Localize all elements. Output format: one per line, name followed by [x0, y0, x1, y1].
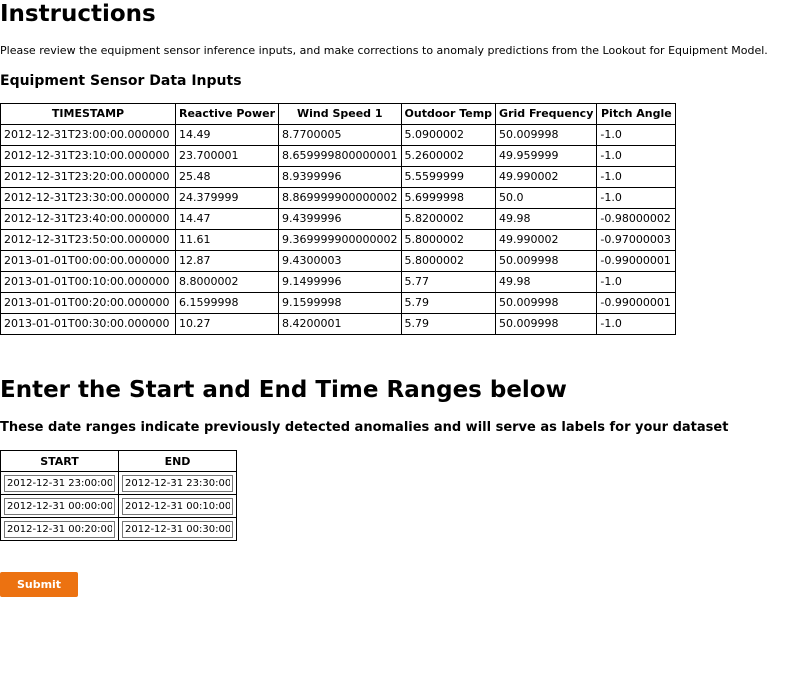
- table-cell: 2012-12-31T23:40:00.000000: [1, 209, 176, 230]
- table-cell: 50.009998: [496, 251, 597, 272]
- table-cell: 2012-12-31T23:20:00.000000: [1, 167, 176, 188]
- table-cell: 25.48: [176, 167, 279, 188]
- table-cell: 50.009998: [496, 314, 597, 335]
- end-time-input[interactable]: [122, 475, 233, 492]
- table-cell: 23.700001: [176, 146, 279, 167]
- table-cell: 14.49: [176, 125, 279, 146]
- table-cell: 5.8000002: [401, 230, 496, 251]
- table-cell: 5.77: [401, 272, 496, 293]
- sensor-table-header-row: [1, 104, 676, 125]
- start-time-input[interactable]: [4, 521, 115, 538]
- table-cell: 9.1499996: [279, 272, 401, 293]
- start-time-input[interactable]: [4, 498, 115, 515]
- table-cell: -0.97000003: [597, 230, 676, 251]
- sensor-data-heading: Equipment Sensor Data Inputs: [0, 73, 242, 89]
- column-header-pitch-angle: Pitch Angle: [597, 104, 676, 125]
- start-time-input[interactable]: [4, 475, 115, 492]
- table-cell: -0.99000001: [597, 293, 676, 314]
- column-header-reactive-power: Reactive Power: [176, 104, 279, 125]
- table-cell: 2013-01-01T00:10:00.000000: [1, 272, 176, 293]
- table-cell: 5.79: [401, 314, 496, 335]
- end-cell: [119, 472, 237, 495]
- end-time-input[interactable]: [122, 498, 233, 515]
- table-cell: 49.98: [496, 209, 597, 230]
- start-cell: [1, 472, 119, 495]
- table-cell: 50.009998: [496, 125, 597, 146]
- table-cell: 5.0900002: [401, 125, 496, 146]
- table-cell: 50.009998: [496, 293, 597, 314]
- column-header-grid-frequency: Grid Frequency: [496, 104, 597, 125]
- table-cell: 5.6999998: [401, 188, 496, 209]
- table-row: [1, 293, 676, 314]
- table-cell: 2012-12-31T23:10:00.000000: [1, 146, 176, 167]
- table-cell: 5.8200002: [401, 209, 496, 230]
- table-row: [1, 125, 676, 146]
- time-ranges-table: [0, 450, 237, 541]
- time-ranges-header-row: [1, 451, 237, 472]
- table-cell: 2013-01-01T00:30:00.000000: [1, 314, 176, 335]
- column-header-start: START: [1, 451, 119, 472]
- table-cell: -0.98000002: [597, 209, 676, 230]
- table-cell: 50.0: [496, 188, 597, 209]
- start-cell: [1, 518, 119, 541]
- table-cell: 5.5599999: [401, 167, 496, 188]
- table-cell: 8.4200001: [279, 314, 401, 335]
- table-row: [1, 209, 676, 230]
- column-header-end: END: [119, 451, 237, 472]
- table-cell: 14.47: [176, 209, 279, 230]
- table-cell: 8.7700005: [279, 125, 401, 146]
- table-cell: 10.27: [176, 314, 279, 335]
- table-row: [1, 146, 676, 167]
- table-cell: 9.1599998: [279, 293, 401, 314]
- sensor-data-table: [0, 103, 676, 335]
- table-cell: 49.990002: [496, 167, 597, 188]
- table-cell: 9.4399996: [279, 209, 401, 230]
- table-cell: 9.369999900000002: [279, 230, 401, 251]
- table-cell: -1.0: [597, 272, 676, 293]
- submit-button[interactable]: Submit: [0, 572, 78, 597]
- table-row: [1, 251, 676, 272]
- time-ranges-note: These date ranges indicate previously detected anomalies and will serve as labels for your dataset: [0, 420, 729, 435]
- table-row: [1, 188, 676, 209]
- table-cell: -1.0: [597, 314, 676, 335]
- table-cell: 8.8000002: [176, 272, 279, 293]
- column-header-timestamp: TIMESTAMP: [1, 104, 176, 125]
- table-cell: -0.99000001: [597, 251, 676, 272]
- table-cell: -1.0: [597, 167, 676, 188]
- table-cell: 5.8000002: [401, 251, 496, 272]
- table-cell: 11.61: [176, 230, 279, 251]
- table-cell: 9.4300003: [279, 251, 401, 272]
- table-cell: 8.869999900000002: [279, 188, 401, 209]
- table-cell: 2013-01-01T00:20:00.000000: [1, 293, 176, 314]
- table-cell: 2012-12-31T23:00:00.000000: [1, 125, 176, 146]
- end-cell: [119, 518, 237, 541]
- table-cell: 49.959999: [496, 146, 597, 167]
- table-cell: 8.659999800000001: [279, 146, 401, 167]
- table-cell: -1.0: [597, 125, 676, 146]
- end-time-input[interactable]: [122, 521, 233, 538]
- table-cell: 2012-12-31T23:30:00.000000: [1, 188, 176, 209]
- table-cell: 24.379999: [176, 188, 279, 209]
- column-header-outdoor-temp: Outdoor Temp: [401, 104, 496, 125]
- column-header-wind-speed-1: Wind Speed 1: [279, 104, 401, 125]
- table-cell: 5.79: [401, 293, 496, 314]
- table-cell: 49.98: [496, 272, 597, 293]
- table-row: [1, 272, 676, 293]
- table-cell: 2012-12-31T23:50:00.000000: [1, 230, 176, 251]
- table-cell: -1.0: [597, 146, 676, 167]
- start-cell: [1, 495, 119, 518]
- time-range-row: [1, 472, 237, 495]
- table-cell: 49.990002: [496, 230, 597, 251]
- table-cell: -1.0: [597, 188, 676, 209]
- instructions-title: Instructions: [0, 1, 156, 27]
- table-cell: 8.9399996: [279, 167, 401, 188]
- time-ranges-heading: Enter the Start and End Time Ranges below: [0, 377, 567, 403]
- time-range-row: [1, 518, 237, 541]
- table-row: [1, 167, 676, 188]
- table-row: [1, 314, 676, 335]
- table-cell: 2013-01-01T00:00:00.000000: [1, 251, 176, 272]
- instructions-text: Please review the equipment sensor inference inputs, and make corrections to anomaly predictions from the Lookout for Equipment Model.: [0, 44, 768, 57]
- table-row: [1, 230, 676, 251]
- table-cell: 6.1599998: [176, 293, 279, 314]
- table-cell: 12.87: [176, 251, 279, 272]
- end-cell: [119, 495, 237, 518]
- time-range-row: [1, 495, 237, 518]
- table-cell: 5.2600002: [401, 146, 496, 167]
